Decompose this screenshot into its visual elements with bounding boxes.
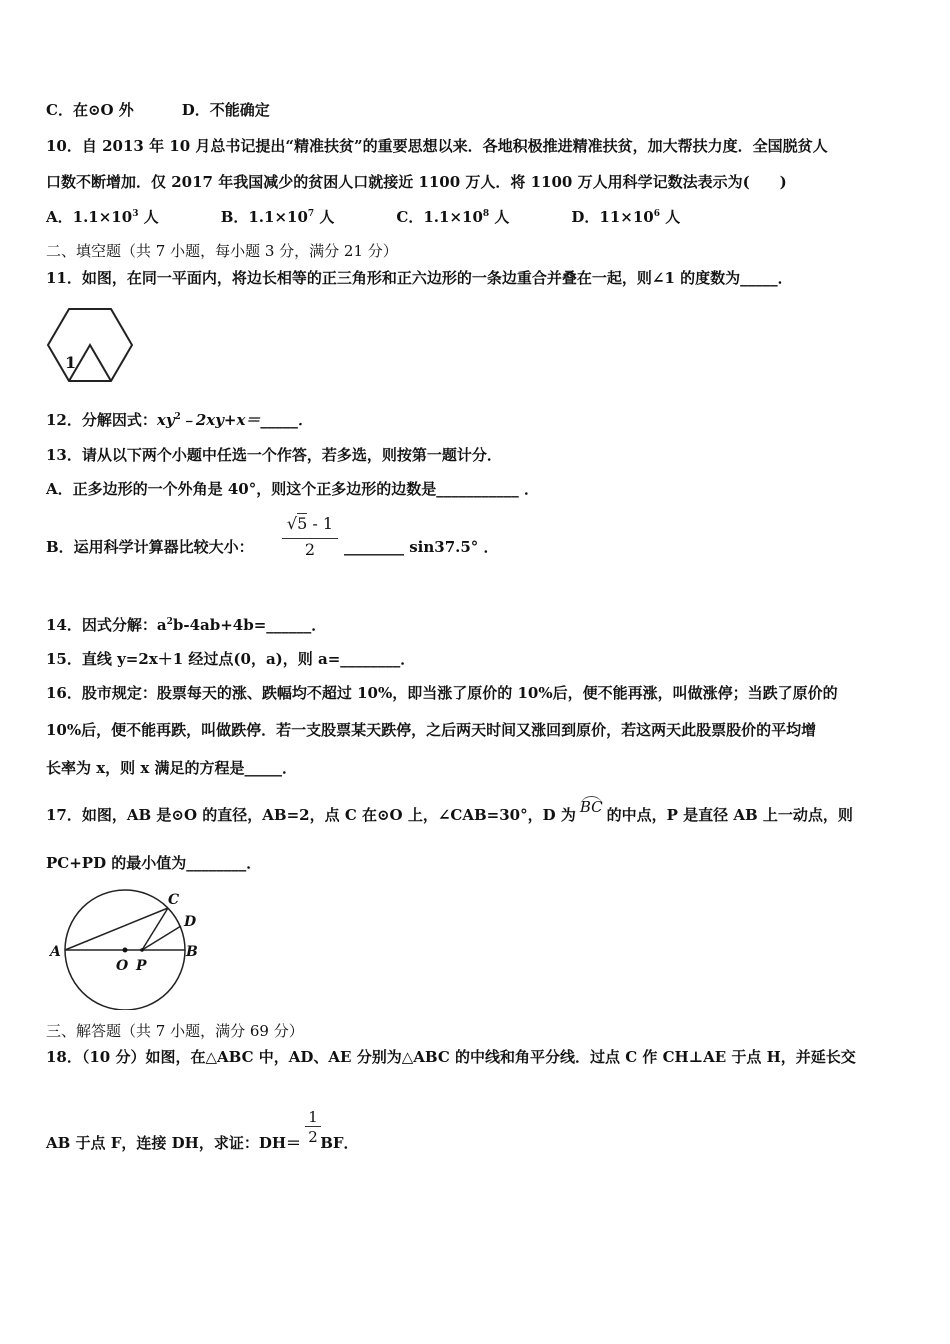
q16-line3: 长率为 x，则 x 满足的方程是_____． [46, 759, 298, 777]
q17-line1: 17．如图，AB 是⊙O 的直径，AB=2，点 C 在⊙O 上，∠CAB=30°，D 为 BC 的中点，P 是直径 AB 上一动点，则 [46, 798, 853, 824]
q10-option-d: D．$11\times 10^6$ 人 [571, 208, 681, 226]
q13-part-a: A．正多边形的一个外角是 40°，则这个正多边形的边数是___________ ． [46, 480, 539, 498]
q9-option-d: D．不能确定 [181, 101, 270, 119]
label-o: O [116, 958, 129, 974]
q13-intro: 13．请从以下两个小题中任选一个作答，若多选，则按第一题计分． [46, 446, 502, 464]
q16-line2: 10%后，便不能再跌，叫做跌停．若一支股票某天跌停，之后两天时间又涨回到原价，若这两天此股票股价的平均增 [46, 721, 817, 739]
angle-1-label: 1 [65, 353, 77, 372]
label-d: D [184, 914, 197, 930]
q10-options [46, 207, 680, 227]
hexagon-triangle-figure [44, 306, 136, 388]
label-c: C [168, 892, 180, 908]
q12-text: 12．分解因式：$xy^2﹣2xy+x=\_\_\_\_\_$． [46, 411, 313, 429]
q13-part-b-suffix: ________ sin37.5° ． [344, 538, 499, 556]
circle-diameter-figure [44, 886, 206, 1010]
section2-title: 二、填空题（共 7 小题，每小题 3 分，满分 21 分） [46, 242, 398, 260]
q9-options [46, 100, 270, 120]
q10-option-a: A．$1.1\times 10^3$ 人 [46, 208, 159, 226]
q10-option-c: C．$1.1\times 10^8$ 人 [396, 208, 510, 226]
q17-line2: PC+PD 的最小值为________． [46, 854, 262, 872]
q15-text: 15．直线 y=2x＋1 经过点(0，a)，则 a=________． [46, 650, 416, 668]
q9-option-c: C．在⊙O 外 [46, 101, 134, 119]
label-p: P [136, 958, 147, 974]
q10-line2: 口数不断增加．仅 2017 年我国减少的贫困人口就接近 1100 万人．将 1100 万人用科学记数法表示为( ) [46, 173, 787, 191]
q10-line1: 10．自 2013 年 10 月总书记提出“精准扶贫”的重要思想以来．各地积极推进精准扶贫，加大帮扶力度．全国脱贫人 [46, 137, 828, 155]
q14-text: 14．因式分解：$a^2b-4ab+4b=\_\_\_\_\_\_$． [46, 616, 327, 634]
section3-title: 三、解答题（共 7 小题，满分 69 分） [46, 1022, 304, 1040]
segment-pd [142, 926, 181, 950]
arc-bc: BC [579, 798, 603, 816]
q11-text: 11．如图，在同一平面内，将边长相等的正三角形和正六边形的一条边重合并叠在一起，则∠1 的度数为_____． [46, 269, 793, 287]
label-a: A [50, 944, 61, 960]
q18-line2: AB 于点 F，连接 DH，求证：DH＝ BF． [46, 1134, 359, 1152]
point-p [140, 948, 144, 952]
sqrt-sign: √ [286, 514, 298, 533]
label-b: B [186, 944, 198, 960]
q13-part-b-prefix: B．运用科学计算器比较大小： [46, 538, 254, 556]
segment-pc [142, 908, 168, 950]
q13-fraction: $\frac{√5 - 1}{2}$ [282, 514, 338, 561]
q10-option-b: B．$1.1\times 10^7$ 人 [220, 208, 335, 226]
q18-fraction: $\frac{1}{2}$ [305, 1108, 321, 1147]
center-point [123, 948, 128, 953]
q18-line1: 18．（10 分）如图，在△ABC 中，AD、AE 分别为△ABC 的中线和角平分线．过点 C 作 CH⊥AE 于点 H，并延长交 [46, 1048, 856, 1066]
q16-line1: 16．股市规定：股票每天的涨、跌幅均不超过 10%，即当涨了原价的 10%后，便不能再涨，叫做涨停；当跌了原价的 [46, 684, 838, 702]
